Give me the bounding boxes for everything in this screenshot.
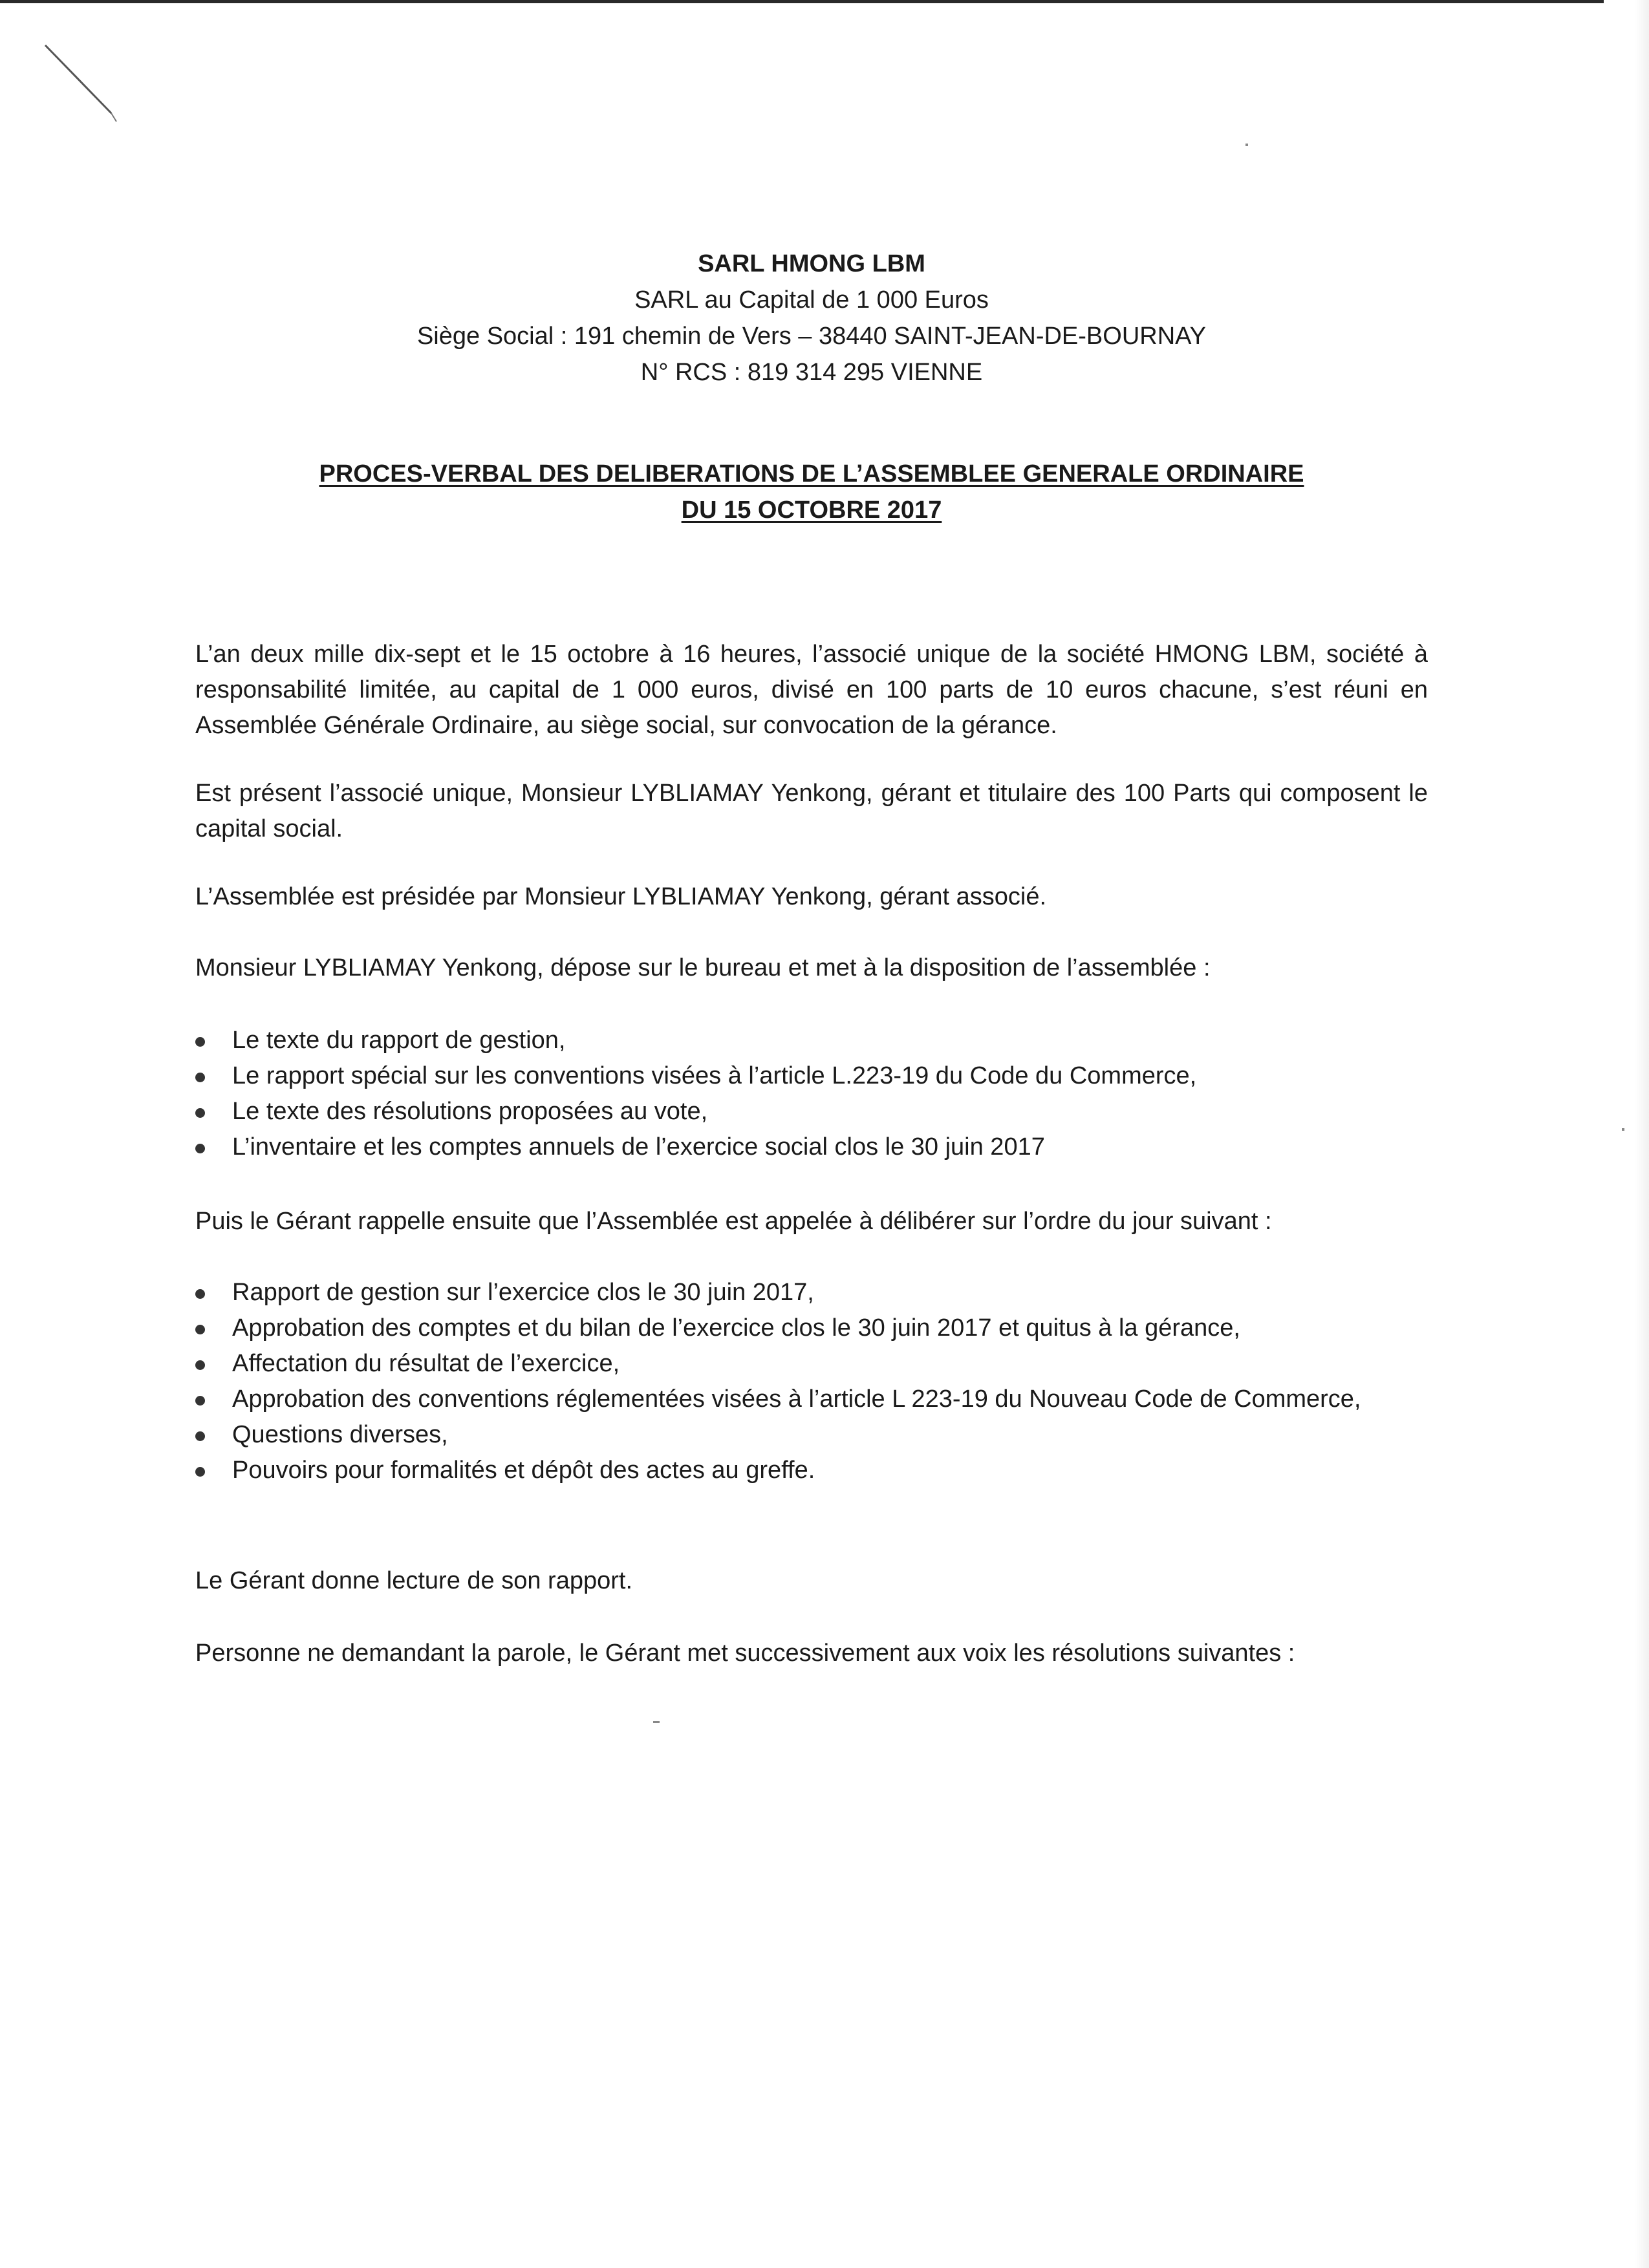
intro-paragraph: L’an deux mille dix-sept et le 15 octobre à 16 heures, l’associé unique de la société HMONG LBM, société à responsabilité limitée, au capital de 1 000 euros, divisé en 100 parts de 10 euros chacune, s’est réuni en Assemblée Générale Ordinaire, au siège social, sur convocation de la gérance. <box>195 641 1428 739</box>
list-item: Le texte des résolutions proposées au vote, <box>195 1094 1428 1129</box>
bullet-icon <box>195 1037 205 1047</box>
report-reading-paragraph: Le Gérant donne lecture de son rapport. <box>195 1567 633 1594</box>
presence-paragraph: Est présent l’associé unique, Monsieur LYBLIAMAY Yenkong, gérant et titulaire des 100 Parts qui composent le capital social. <box>195 780 1428 842</box>
bullet-icon <box>195 1289 205 1299</box>
scan-right-border <box>1635 0 1649 2268</box>
list-item: Rapport de gestion sur l’exercice clos le 30 juin 2017, <box>195 1275 1428 1311</box>
agenda-list <box>195 1275 1428 1488</box>
bullet-icon <box>195 1431 205 1441</box>
list-item: Affectation du résultat de l’exercice, <box>195 1346 1428 1382</box>
scan-speck <box>1622 1128 1624 1131</box>
resolutions-intro-paragraph: Personne ne demandant la parole, le Gérant met successivement aux voix les résolutions suivantes : <box>195 1640 1295 1667</box>
company-rcs: N° RCS : 819 314 295 VIENNE <box>640 359 983 386</box>
company-header <box>0 246 1623 390</box>
company-capital: SARL au Capital de 1 000 Euros <box>634 286 989 314</box>
title-line-2: DU 15 OCTOBRE 2017 <box>681 497 942 524</box>
bullet-icon <box>195 1073 205 1082</box>
presidency-paragraph: L’Assemblée est présidée par Monsieur LYBLIAMAY Yenkong, gérant associé. <box>195 883 1047 910</box>
bullet-icon <box>195 1108 205 1118</box>
list-item: Pouvoirs pour formalités et dépôt des actes au greffe. <box>195 1453 1428 1488</box>
bullet-icon <box>195 1467 205 1477</box>
list-item: Approbation des conventions réglementées visées à l’article L 223-19 du Nouveau Code de Commerce, <box>195 1382 1428 1417</box>
document-title <box>0 456 1623 528</box>
scan-speck <box>653 1721 660 1723</box>
bullet-icon <box>195 1144 205 1153</box>
company-name: SARL HMONG LBM <box>698 250 925 277</box>
staple-mark <box>40 39 137 129</box>
list-item: Approbation des comptes et du bilan de l’exercice clos le 30 juin 2017 et quitus à la gérance, <box>195 1311 1428 1346</box>
documents-intro-paragraph: Monsieur LYBLIAMAY Yenkong, dépose sur le bureau et met à la disposition de l’assemblée : <box>195 954 1211 981</box>
agenda-intro-paragraph: Puis le Gérant rappelle ensuite que l’Assemblée est appelée à délibérer sur l’ordre du jour suivant : <box>195 1208 1272 1235</box>
bullet-icon <box>195 1360 205 1370</box>
company-address: Siège Social : 191 chemin de Vers – 38440 SAINT-JEAN-DE-BOURNAY <box>416 323 1207 350</box>
title-line-1: PROCES-VERBAL DES DELIBERATIONS DE L’ASSEMBLEE GENERALE ORDINAIRE <box>319 460 1304 487</box>
scan-speck <box>1245 144 1248 146</box>
bullet-icon <box>195 1325 205 1334</box>
list-item: Le rapport spécial sur les conventions visées à l’article L.223-19 du Code du Commerce, <box>195 1058 1428 1094</box>
list-item: Le texte du rapport de gestion, <box>195 1023 1428 1058</box>
scan-top-border <box>0 0 1604 3</box>
documents-list <box>195 1023 1428 1165</box>
list-item: L’inventaire et les comptes annuels de l’exercice social clos le 30 juin 2017 <box>195 1129 1428 1165</box>
list-item: Questions diverses, <box>195 1417 1428 1453</box>
bullet-icon <box>195 1396 205 1406</box>
